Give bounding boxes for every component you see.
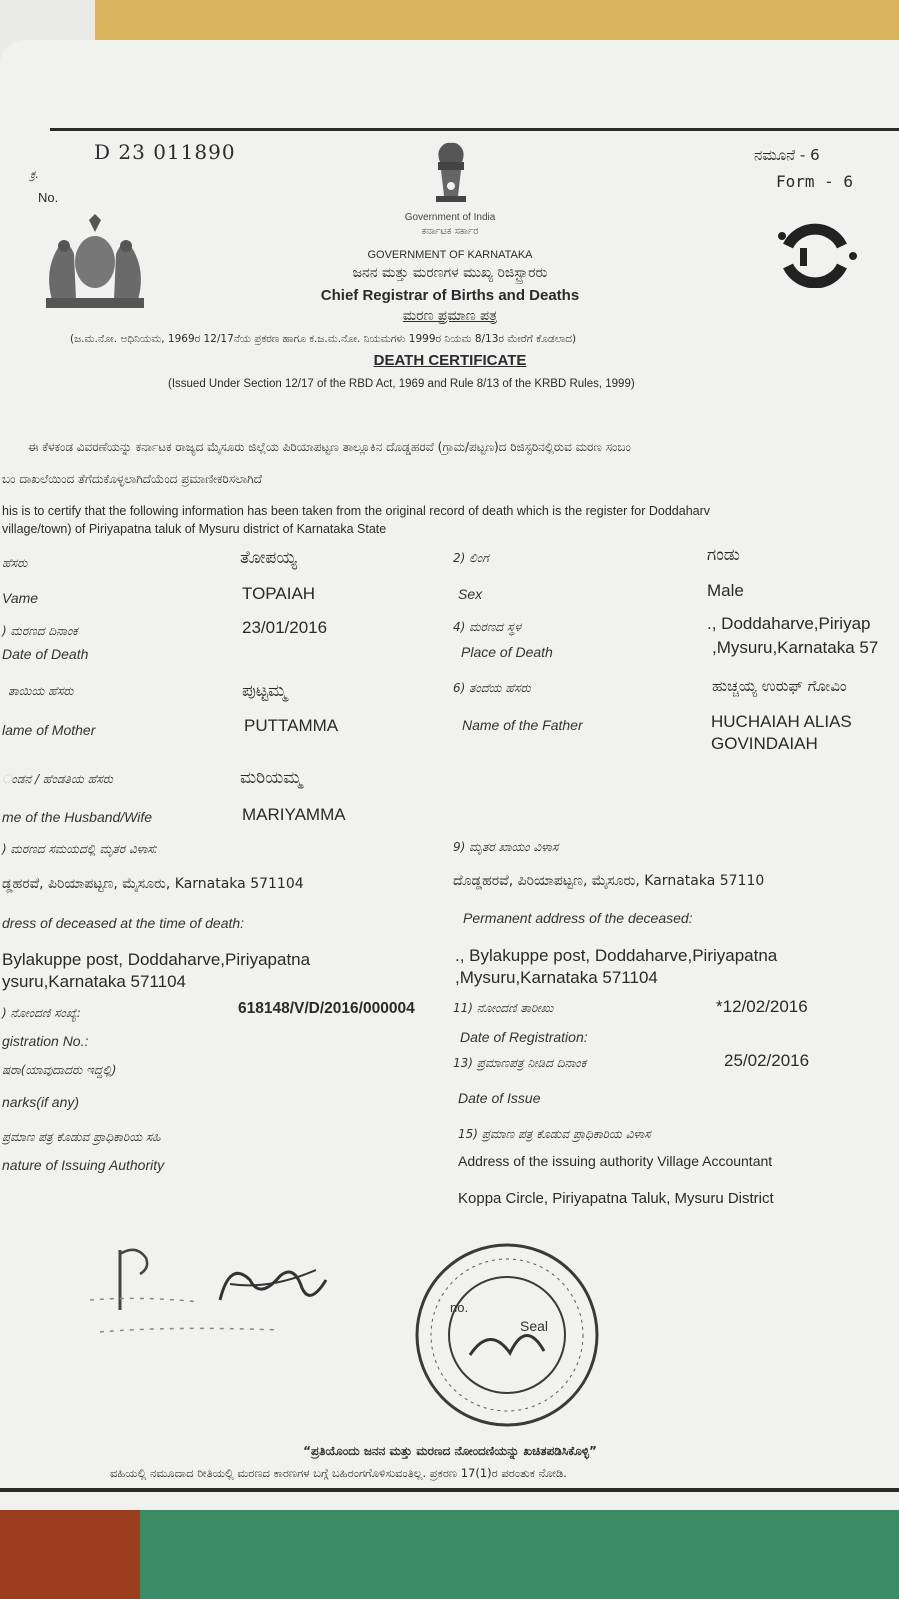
dod-kn-label: ) ಮರಣದ ದಿನಾಂಕ — [2, 624, 78, 638]
addr-death-label: dress of deceased at the time of death: — [2, 915, 245, 931]
govt-karnataka: GOVERNMENT OF KARNATAKA — [367, 249, 533, 261]
reg-no-value: 618148/V/D/2016/000004 — [238, 1000, 415, 1017]
sign-label: nature of Issuing Authority — [2, 1157, 165, 1173]
father-kn-value: ಹುಚ್ಚಯ್ಯ ಉರುಫ್ ಗೋವಿಂ — [712, 677, 847, 695]
spouse-label: me of the Husband/Wife — [2, 809, 153, 825]
certificate-title-kn: ಮರಣ ಪ್ರಮಾಣ ಪತ್ರ — [402, 308, 498, 324]
issue-date-label: Date of Issue — [458, 1090, 541, 1106]
pod-label: Place of Death — [461, 644, 553, 660]
authority-kn-label: 15) ಪ್ರಮಾಣ ಪತ್ರ ಕೊಡುವ ಪ್ರಾಧಿಕಾರಿಯ ವಿಳಾಸ — [458, 1127, 651, 1141]
pod-kn-label: 4) ಮರಣದ ಸ್ಥಳ — [453, 620, 522, 634]
registrar-title: Chief Registrar of Births and Deaths — [320, 287, 580, 304]
name-label: Vame — [2, 590, 39, 606]
cloth-background — [0, 1505, 899, 1599]
mother-kn-value: ಪುಟ್ಟಮ್ಮ — [242, 681, 287, 701]
sex-kn-value: ಗಂಡು — [707, 545, 740, 565]
sex-label: Sex — [458, 586, 483, 602]
reg-date-value: *12/02/2016 — [716, 997, 808, 1016]
spouse-kn-value: ಮರಿಯಮ್ಮ — [240, 768, 302, 788]
name-kn-value: ತೋಪಯ್ಯ — [240, 548, 297, 568]
addr-death-kn-value: ಡ್ಡಹರವೆ, ಪಿರಿಯಾಪಟ್ಟಣ, ಮೈಸೂರು, Karnataka 571104 — [2, 876, 304, 892]
reg-date-kn-label: 11) ನೋಂದಣಿ ತಾರೀಖು — [453, 1001, 554, 1015]
perm-addr-kn-label: 9) ಮೃತರ ಖಾಯಂ ವಿಳಾಸ — [453, 840, 559, 854]
sex-value: Male — [707, 581, 744, 600]
authority-address: Koppa Circle, Piriyapatna Taluk, Mysuru District — [458, 1190, 774, 1207]
pod-value-line2: ,Mysuru,Karnataka 57 — [712, 638, 879, 657]
remarks-label: narks(if any) — [2, 1094, 80, 1110]
pod-value-line1: ., Doddaharve,Piriyap — [707, 614, 871, 633]
seal-no-text: no. — [450, 1300, 469, 1315]
certificate-title: DEATH CERTIFICATE — [373, 352, 527, 369]
intro-en-line1: his is to certify that the following information has been taken from the original record of death which is the register for Doddaharv — [2, 504, 711, 518]
official-round-seal — [410, 1235, 605, 1435]
issue-date-value: 25/02/2016 — [724, 1051, 810, 1070]
intro-en-line2: village/town) of Piriyapatna taluk of Mysuru district of Karnataka State — [2, 522, 387, 536]
form-number: Form - 6 — [776, 172, 854, 191]
perm-addr-label: Permanent address of the deceased: — [463, 910, 693, 926]
mother-kn-label: ತಾಯಿಯ ಹೆಸರು — [8, 684, 74, 698]
footer-quote-kn: “ಪ್ರತಿಯೊಂದು ಜನನ ಮತ್ತು ಮರಣದ ನೋಂದಣಿಯನ್ನು ಖಚಿತಪಡಿಸಿಕೊಳ್ಳಿ” — [303, 1444, 597, 1458]
reg-no-kn-label: ) ನೋಂದಣಿ ಸಂಖ್ಯೆ: — [2, 1006, 81, 1020]
perm-addr-value-line1: ., Bylakuppe post, Doddaharve,Piriyapatna — [455, 946, 778, 965]
birth-death-logo-icon — [770, 222, 860, 288]
footer-note-kn: ವಹಿಯಲ್ಲಿ ನಮೂದಾದ ರೀತಿಯಲ್ಲಿ ಮರಣದ ಕಾರಣಗಳ ಬಗ್ಗೆ ಬಹಿರಂಗಗೊಳಿಸುವಂತಿಲ್ಲ. ಪ್ರಕರಣ 17(1)ರ ಪರಂತುಕ ನೋಡಿ. — [110, 1466, 567, 1480]
sex-kn-label: 2) ಲಿಂಗ — [453, 551, 489, 565]
karnataka-emblem-icon — [40, 210, 150, 315]
perm-addr-kn-value: ದೊಡ್ಡಹರವೆ, ಪಿರಿಯಾಪಟ್ಟಣ, ಮೈಸೂರು, Karnataka 57110 — [453, 873, 765, 889]
addr-death-value-line1: Bylakuppe post, Doddaharve,Piriyapatna — [2, 950, 311, 969]
reg-date-label: Date of Registration: — [460, 1029, 588, 1045]
issue-date-kn-label: 13) ಪ್ರಮಾಣಪತ್ರ ನೀಡಿದ ದಿನಾಂಕ — [453, 1056, 587, 1070]
registrar-kn: ಜನನ ಮತ್ತು ಮರಣಗಳ ಮುಖ್ಯ ರಿಜಿಸ್ಟ್ರಾರರು — [352, 265, 548, 281]
intro-kn-line1: ಈ ಕೆಳಕಂಡ ವಿವರಣೆಯನ್ನು ಕರ್ನಾಟಕ ರಾಜ್ಯದ ಮೈಸೂರು ಜಿಲ್ಲೆಯ ಪಿರಿಯಾಪಟ್ಟಣ ತಾಲ್ಲೂಕಿನ ದೊಡ್ಡಹರವೆ (ಗ್ರಾಮ/ಪಟ್ಟಣ)ದ ರಿಜಿಸ್ಟರಿನಲ್ಲಿರುವ ಮರಣ ಸಂಬಂ — [28, 440, 631, 454]
sign-kn-label: ಪ್ರಮಾಣ ಪತ್ರ ಕೊಡುವ ಪ್ರಾಧಿಕಾರಿಯ ಸಹಿ — [2, 1130, 161, 1144]
issued-under-kn: (ಜ.ಮ.ನೋ. ಅಧಿನಿಯಮ, 1969ರ 12/17ನೆಯ ಪ್ರಕರಣ ಹಾಗೂ ಕ.ಜ.ಮ.ನೋ. ನಿಯಮಗಳು 1999ರ ನಿಯಮ 8/13ರ ಮೇರೆಗೆ ಕೊಡಲಾದ) — [70, 333, 577, 345]
father-value-line2: GOVINDAIAH — [711, 734, 818, 753]
dod-value: 23/01/2016 — [242, 618, 328, 637]
spouse-value: MARIYAMMA — [242, 805, 346, 824]
serial-prefix-kn: ಕ್ರ. — [30, 168, 39, 181]
father-value-line1: HUCHAIAH ALIAS — [711, 712, 852, 731]
dod-label: Date of Death — [2, 646, 89, 662]
form-number-kn: ನಮೂನೆ - 6 — [754, 146, 820, 164]
govt-india: Government of India — [404, 212, 496, 223]
signature-scribble — [80, 1240, 380, 1360]
bottom-border-line — [0, 1488, 899, 1492]
remarks-kn-label: ಷರಾ(ಯಾವುದಾದರು ಇದ್ದಲ್ಲಿ) — [2, 1063, 117, 1077]
authority-label: Address of the issuing authority Village Accountant — [458, 1153, 773, 1169]
serial-number: D 23 011890 — [94, 140, 236, 164]
ashoka-emblem-icon — [432, 140, 470, 210]
name-value: TOPAIAH — [242, 584, 316, 603]
father-label: Name of the Father — [462, 717, 583, 733]
perm-addr-value-line2: ,Mysuru,Karnataka 571104 — [455, 968, 658, 987]
father-kn-label: 6) ತಂದೆಯ ಹೆಸರು — [453, 681, 531, 695]
addr-death-kn-label: ) ಮರಣದ ಸಮಯದಲ್ಲಿ ಮೃತರ ವಿಳಾಸ: — [2, 842, 158, 856]
spouse-kn-label: ಂಡನ / ಹೆಂಡತಿಯ ಹೆಸರು — [2, 772, 113, 786]
mother-label: lame of Mother — [2, 722, 96, 738]
top-border-line — [50, 128, 899, 131]
intro-kn-line2: ಬಂ ದಾಖಲೆಯಿಂದ ತೆಗೆದುಕೊಳ್ಳಲಾಗಿದೆಯೆಂದ ಪ್ರಮಾಣೀಕರಿಸಲಾಗಿದೆ — [2, 472, 262, 486]
serial-no-label: No. — [38, 190, 59, 205]
govt-karnataka-kn: ಕರ್ನಾಟಕ ಸರ್ಕಾರ — [421, 226, 479, 237]
mother-value: PUTTAMMA — [244, 716, 339, 735]
seal-text: Seal — [520, 1318, 549, 1334]
issued-under: (Issued Under Section 12/17 of the RBD Act, 1969 and Rule 8/13 of the KRBD Rules, 1999) — [168, 378, 635, 390]
addr-death-value-line2: ysuru,Karnataka 571104 — [2, 972, 186, 991]
reg-no-label: gistration No.: — [2, 1033, 89, 1049]
name-kn-label: ಹೆಸರು — [2, 556, 28, 570]
